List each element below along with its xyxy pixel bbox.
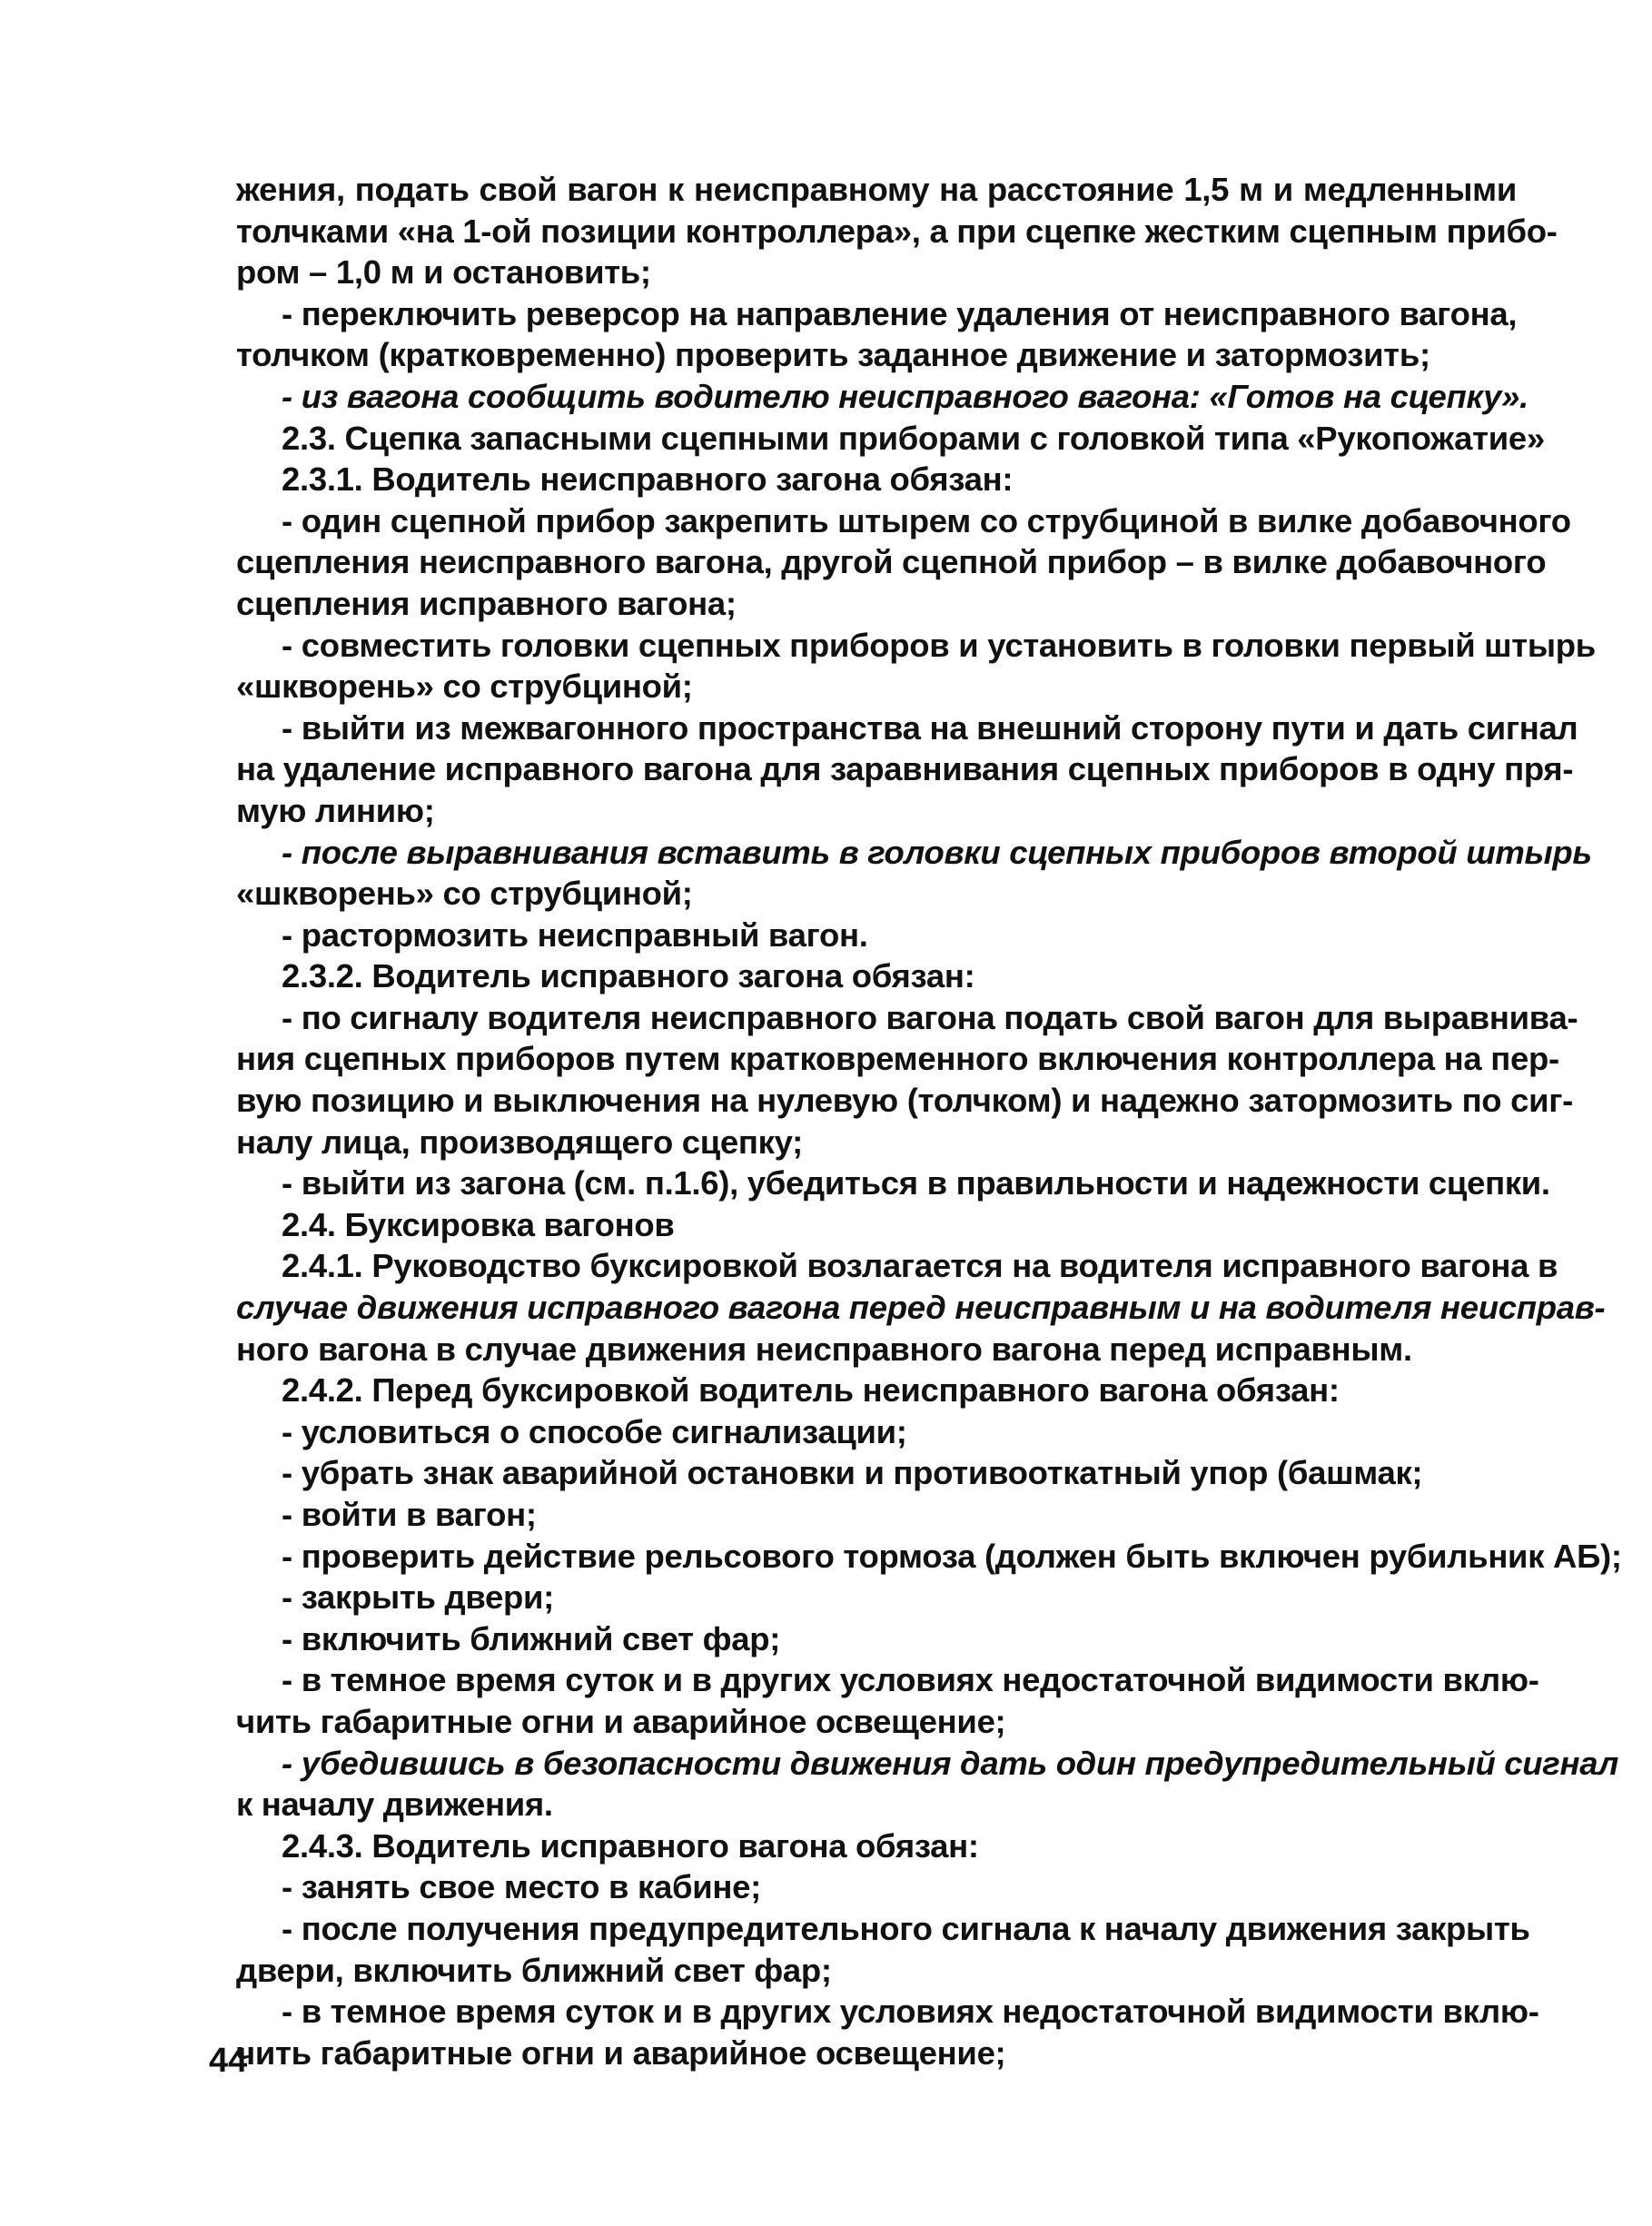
- text-line: ром – 1,0 м и остановить;: [236, 253, 651, 292]
- text-line: - совместить головки сцепных приборов и установить в головки первый штырь: [282, 626, 1596, 664]
- text-line: - по сигналу водителя неисправного вагона подать свой вагон для выравнива-: [282, 998, 1578, 1036]
- list-item: - в темное время суток и в других условиях недостаточной видимости вклю-: [282, 1993, 1539, 2031]
- text-line: - после выравнивания вставить в головки сцепных приборов второй штырь: [282, 833, 1592, 871]
- list-item: - в темное время суток и в других условиях недостаточной видимости вклю-: [282, 1661, 1539, 1699]
- text-line: - выйти из межвагонного пространства на внешний сторону пути и дать сигнал: [282, 708, 1578, 747]
- page-number: 44: [209, 2042, 248, 2080]
- subsection-heading: 2.3.2. Водитель исправного загона обязан:: [282, 957, 975, 995]
- text-line: на удаление исправного вагона для заравнивания сцепных приборов в одну пря-: [236, 750, 1574, 788]
- list-item: - проверить действие рельсового тормоза (должен быть включен рубильник АБ);: [282, 1537, 1622, 1575]
- text-line: «шкворень» со струбциной;: [236, 668, 693, 706]
- text-line: - растормозить неисправный вагон.: [282, 915, 868, 954]
- text-line: налу лица, производящего сцепку;: [236, 1123, 804, 1161]
- text-line: - переключить реверсор на направление удаления от неисправного вагона,: [282, 294, 1518, 332]
- text-line: сцепления неисправного вагона, другой сцепной прибор – в вилке добавочного: [236, 543, 1547, 581]
- text-line: - выйти из загона (см. п.1.6), убедиться в правильности и надежности сцепки.: [282, 1164, 1550, 1202]
- list-item: - занять свое место в кабине;: [282, 1868, 761, 1906]
- subsection-heading: 2.3.1. Водитель неисправного загона обязан:: [282, 460, 1014, 499]
- text-line: чить габаритные огни и аварийное освещение;: [236, 2033, 1006, 2072]
- text-line: толчком (кратковременно) проверить заданное движение и затормозить;: [236, 336, 1430, 374]
- text-line: вую позицию и выключения на нулевую (толчком) и надежно затормозить по сиг-: [236, 1082, 1574, 1120]
- section-heading: 2.4. Буксировка вагонов: [282, 1205, 675, 1243]
- list-item: - закрыть двери;: [282, 1578, 554, 1617]
- list-item: - убедившись в безопасности движения дать один предупредительный сигнал: [282, 1744, 1619, 1782]
- text-line: чить габаритные огни и аварийное освещение;: [236, 1702, 1006, 1740]
- list-item: - убрать знак аварийной остановки и противооткатный упор (башмак;: [282, 1454, 1423, 1492]
- text-line: ного вагона в случае движения неисправного вагона перед исправным.: [236, 1330, 1412, 1368]
- list-item: - включить ближний свет фар;: [282, 1619, 781, 1657]
- text-line: толчками «на 1-ой позиции контроллера», а при сцепке жестким сцепным прибо-: [236, 212, 1558, 250]
- text-line: - один сцепной прибор закрепить штырем со струбциной в вилке добавочного: [282, 501, 1571, 539]
- text-line: ния сцепных приборов путем кратковременного включения контроллера на пер-: [236, 1040, 1559, 1078]
- subsection-heading: 2.4.2. Перед буксировкой водитель неисправного вагона обязан:: [282, 1371, 1340, 1410]
- text-line: - из вагона сообщить водителю неисправного вагона: «Готов на сцепку».: [282, 377, 1528, 415]
- text-line: к началу движения.: [236, 1786, 553, 1824]
- body-text: [236, 169, 1622, 2073]
- section-heading: 2.3. Сцепка запасными сцепными приборами с головкой типа «Рукопожатие»: [282, 419, 1545, 457]
- text-line: «шкворень» со струбциной;: [236, 875, 693, 913]
- subsection-heading: 2.4.1. Руководство буксировкой возлагается на водителя исправного вагона в: [282, 1247, 1558, 1285]
- list-item: - войти в вагон;: [282, 1496, 537, 1533]
- text-line: мую линию;: [236, 791, 435, 829]
- list-item: - после получения предупредительного сигнала к началу движения закрыть: [282, 1909, 1530, 1947]
- text-line: сцепления исправного вагона;: [236, 584, 737, 622]
- subsection-heading: 2.4.3. Водитель исправного вагона обязан:: [282, 1826, 979, 1865]
- text-line: двери, включить ближний свет фар;: [236, 1951, 832, 1989]
- text-line: жения, подать свой вагон к неисправному на расстояние 1,5 м и медленными: [236, 171, 1517, 208]
- list-item: - условиться о способе сигнализации;: [282, 1412, 907, 1450]
- text-line: случае движения исправного вагона перед неисправным и на водителя неисправ-: [236, 1289, 1606, 1327]
